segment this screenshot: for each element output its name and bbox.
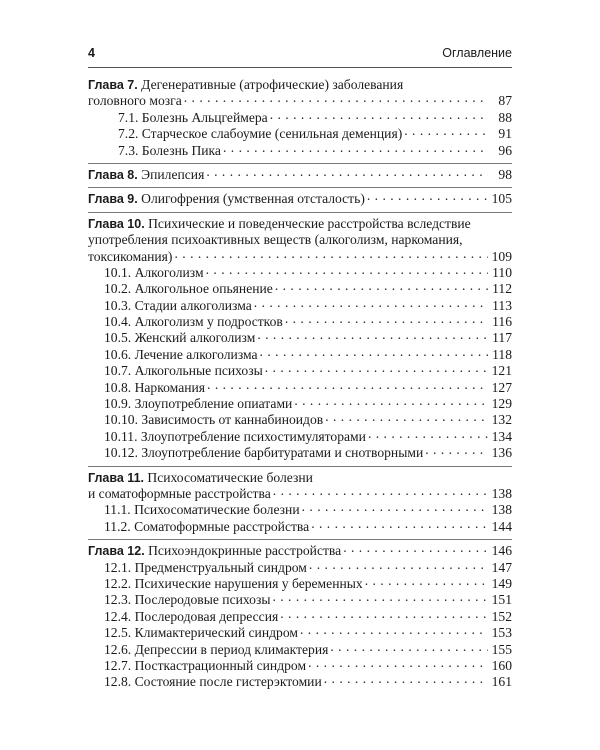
dot-leader (285, 314, 488, 326)
chapter-block (88, 74, 512, 164)
page-ref: 151 (491, 592, 512, 608)
page-ref: 96 (498, 142, 512, 158)
dot-leader (302, 502, 488, 514)
chapter-title: Дегенеративные (атрофические) заболевания (141, 77, 404, 92)
chapter-title: употребления психоактивных веществ (алкоголизм, наркомания, (88, 232, 463, 248)
dot-leader (365, 576, 488, 588)
section-entry (88, 396, 512, 412)
running-header (88, 44, 512, 64)
page-ref: 116 (492, 314, 512, 330)
section-entry (88, 625, 512, 641)
header-rule (88, 67, 512, 68)
chapter-title-line (88, 216, 512, 232)
dot-leader (425, 445, 488, 457)
dot-leader (367, 191, 488, 203)
dot-leader (260, 347, 488, 359)
dot-leader (184, 93, 488, 105)
section-entry (88, 298, 512, 314)
dot-leader (404, 126, 488, 138)
page-ref: 138 (491, 485, 512, 501)
section-entry (88, 445, 512, 461)
page-ref: 110 (492, 264, 512, 280)
chapter-title-line (88, 486, 512, 502)
section-title: 10.2. Алкогольное опьянение (104, 281, 273, 297)
page-ref: 129 (491, 396, 512, 412)
dot-leader (206, 265, 488, 277)
section-title: 11.1. Психосоматические болезни (104, 502, 300, 518)
chapter-title: головного мозга (88, 93, 182, 109)
chapter-block (88, 540, 512, 695)
chapter-number: Глава 7. (88, 78, 138, 92)
section-entry (88, 429, 512, 445)
page-ref: 144 (491, 518, 512, 534)
section-title: 10.3. Стадии алкоголизма (104, 297, 252, 313)
section-entry (88, 363, 512, 379)
section-title: 11.2. Соматоформные расстройства (104, 518, 310, 534)
page-ref: 91 (498, 126, 512, 142)
section-entry (88, 126, 512, 142)
page-ref: 161 (491, 674, 512, 690)
section-entry (88, 658, 512, 674)
section-entry (88, 642, 512, 658)
section-entry (88, 330, 512, 346)
section-title: 10.5. Женский алкоголизм (104, 330, 256, 346)
dot-leader (273, 486, 488, 498)
page-ref: 118 (492, 346, 512, 362)
chapter-title-line (88, 249, 512, 265)
page-ref: 109 (491, 248, 512, 264)
chapter-block (88, 188, 512, 212)
page-ref: 160 (491, 657, 512, 673)
section-entry (88, 609, 512, 625)
page-ref: 134 (491, 428, 512, 444)
dot-leader (368, 429, 488, 441)
dot-leader (265, 363, 488, 375)
section-title: 10.7. Алкогольные психозы (104, 363, 263, 379)
section-title: 7.2. Старческое слабоумие (сенильная деменция) (118, 126, 403, 142)
section-entry (88, 674, 512, 690)
section-title: 10.11. Злоупотребление психостимуляторами (104, 428, 366, 444)
section-title: 12.4. Послеродовая депрессия (104, 608, 279, 624)
page-ref: 146 (491, 543, 512, 559)
dot-leader (324, 674, 488, 686)
chapter-title-line (88, 77, 512, 93)
section-title: 12.7. Посткастрационный синдром (104, 657, 307, 673)
page-ref: 98 (498, 166, 512, 182)
section-entry (88, 380, 512, 396)
chapter-number: Глава 11. (88, 470, 144, 485)
page-ref: 132 (491, 412, 512, 428)
chapter-block (88, 213, 512, 467)
page-ref: 112 (492, 281, 512, 297)
chapter-number: Глава 10. (88, 216, 145, 231)
section-entry (88, 519, 512, 535)
chapter-title-line (88, 232, 512, 248)
section-title: 12.1. Предменструальный синдром (104, 559, 307, 575)
page-ref: 87 (498, 93, 512, 109)
dot-leader (308, 658, 488, 670)
section-title: 7.3. Болезнь Пика (118, 142, 221, 158)
page-ref: 136 (491, 445, 512, 461)
section-title: 7.1. Болезнь Альцгеймера (118, 109, 268, 125)
section-entry (88, 592, 512, 608)
chapter-block (88, 467, 512, 541)
chapter-number: Глава 8. (88, 167, 138, 182)
section-entry (88, 265, 512, 281)
page-ref: 155 (491, 641, 512, 657)
dot-leader (300, 625, 488, 637)
section-title: 12.6. Депрессии в период климактерия (104, 641, 329, 657)
dot-leader (280, 609, 488, 621)
chapter-number: Глава 9. (88, 192, 138, 207)
section-entry (88, 281, 512, 297)
chapter-title-line (88, 191, 512, 207)
dot-leader (330, 642, 488, 654)
dot-leader (325, 412, 488, 424)
dot-leader (309, 560, 488, 572)
page-ref: 152 (491, 608, 512, 624)
section-entry (88, 576, 512, 592)
page-ref: 153 (491, 625, 512, 641)
dot-leader (343, 543, 488, 555)
section-title: 10.10. Зависимость от каннабиноидов (104, 412, 324, 428)
page-ref: 121 (491, 363, 512, 379)
running-title: Оглавление (442, 46, 512, 60)
dot-leader (275, 281, 488, 293)
page-ref: 113 (492, 297, 512, 313)
page-ref: 149 (491, 575, 512, 591)
dot-leader (270, 110, 488, 122)
section-title: 10.12. Злоупотребление барбитуратами и снотворными (104, 445, 424, 461)
page-ref: 88 (498, 109, 512, 125)
chapter-title: Олигофрения (умственная отсталость) (141, 191, 365, 207)
dot-leader (294, 396, 488, 408)
chapter-title: и соматоформные расстройства (88, 485, 271, 501)
chapter-title-line (88, 470, 512, 486)
chapter-title: токсикомания) (88, 248, 173, 264)
section-entry (88, 502, 512, 518)
section-entry (88, 412, 512, 428)
page-ref: 138 (491, 502, 512, 518)
page-ref: 127 (491, 379, 512, 395)
chapter-number: Глава 12. (88, 544, 145, 559)
page-number: 4 (88, 46, 95, 60)
section-entry (88, 110, 512, 126)
chapter-title-line (88, 93, 512, 109)
chapter-title: Психические и поведенческие расстройства вследствие (148, 215, 471, 231)
dot-leader (206, 167, 488, 179)
section-title: 10.4. Алкоголизм у подростков (104, 314, 283, 330)
section-title: 12.8. Состояние после гистерэктомии (104, 674, 322, 690)
section-title: 12.3. Послеродовые психозы (104, 592, 271, 608)
section-entry (88, 143, 512, 159)
page-ref: 147 (491, 559, 512, 575)
chapter-title: Эпилепсия (141, 166, 205, 182)
chapter-title: Психосоматические болезни (147, 469, 313, 485)
chapter-title: Психоэндокринные расстройства (148, 543, 342, 559)
page-ref: 105 (491, 191, 512, 207)
dot-leader (257, 330, 488, 342)
dot-leader (272, 592, 488, 604)
section-title: 12.5. Климактерический синдром (104, 625, 298, 641)
dot-leader (207, 380, 488, 392)
chapter-block (88, 164, 512, 188)
section-entry (88, 314, 512, 330)
section-title: 12.2. Психические нарушения у беременных (104, 575, 363, 591)
chapter-title-line (88, 543, 512, 559)
section-title: 10.8. Наркомания (104, 379, 206, 395)
section-entry (88, 560, 512, 576)
section-title: 10.9. Злоупотребление опиатами (104, 396, 293, 412)
section-title: 10.1. Алкоголизм (104, 264, 204, 280)
section-title: 10.6. Лечение алкоголизма (104, 346, 258, 362)
table-of-contents (88, 74, 512, 695)
dot-leader (254, 298, 488, 310)
dot-leader (174, 249, 488, 261)
page-ref: 117 (492, 330, 512, 346)
dot-leader (223, 143, 488, 155)
chapter-title-line (88, 167, 512, 183)
dot-leader (311, 519, 488, 531)
section-entry (88, 347, 512, 363)
